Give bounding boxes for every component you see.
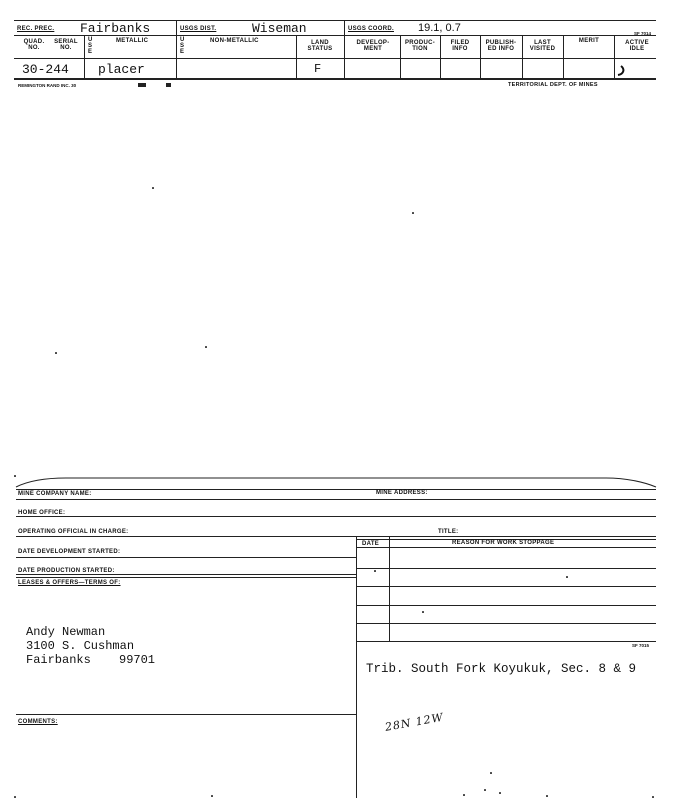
footer-mark-1 — [138, 83, 146, 87]
card-edge — [0, 476, 678, 490]
filed-info-header: FILED INFO — [450, 40, 470, 52]
merit-header: MERIT — [578, 38, 600, 44]
speck — [211, 795, 213, 797]
reason-col-label: REASON FOR WORK STOPPAGE — [452, 540, 555, 546]
home-office-label: HOME OFFICE: — [18, 510, 66, 516]
rec-prec-label: REC. PREC. — [17, 26, 55, 32]
usgs-dist-label: USGS DIST. — [180, 26, 217, 32]
speck — [14, 796, 16, 798]
top-form-number: SF 7014 — [634, 31, 652, 36]
mine-address-label: MINE ADDRESS: — [376, 490, 428, 496]
speck — [463, 794, 465, 796]
mine-company-label: MINE COMPANY NAME: — [18, 491, 92, 497]
speck — [55, 352, 57, 354]
comments-label: COMMENTS: — [18, 719, 58, 725]
speck — [566, 576, 568, 578]
footer-mark-2 — [166, 83, 171, 87]
top-footer-right: TERRITORIAL DEPT. OF MINES — [508, 82, 598, 88]
speck — [546, 795, 548, 797]
metallic-header: METALLIC — [116, 38, 149, 44]
published-info-header: PUBLISH- ED INFO — [485, 40, 517, 52]
active-mark-icon — [612, 64, 628, 78]
speck — [484, 789, 486, 791]
speck — [412, 212, 414, 214]
last-visited-header: LAST VISITED — [529, 40, 556, 52]
usgs-dist-value: Wiseman — [252, 21, 307, 36]
speck — [152, 187, 154, 189]
owner-name: Andy Newman — [26, 625, 106, 639]
usgs-coord-label: USGS COORD. — [348, 26, 394, 32]
bottom-form-number: SF 7015 — [632, 643, 650, 648]
speck — [205, 346, 207, 348]
non-metallic-header: NON-METALLIC — [210, 38, 259, 44]
date-col-label: DATE — [362, 541, 380, 547]
date-dev-started-label: DATE DEVELOPMENT STARTED: — [18, 549, 121, 555]
handwritten-note: 28N 12W — [384, 710, 445, 734]
speck — [422, 611, 424, 613]
use-header-metallic: U S E — [88, 37, 93, 55]
land-status-value: F — [314, 62, 322, 76]
rec-prec-value: Fairbanks — [80, 21, 151, 36]
production-header: PRODUC- TION — [404, 40, 436, 52]
leases-label: LEASES & OFFERS—TERMS OF: — [18, 580, 121, 586]
operating-official-label: OPERATING OFFICIAL IN CHARGE: — [18, 529, 129, 535]
quad-no-header: QUAD. NO. — [23, 39, 45, 51]
quad-serial-value: 30-244 — [22, 62, 69, 77]
speck — [499, 792, 501, 794]
speck — [374, 570, 376, 572]
location-note: Trib. South Fork Koyukuk, Sec. 8 & 9 — [366, 662, 637, 676]
top-footer-left: REMINGTON RAND INC. 30 — [18, 83, 77, 88]
owner-zip: 99701 — [119, 653, 156, 667]
use-header-nonmetallic: U S E — [180, 37, 185, 55]
land-status-header: LAND STATUS — [307, 40, 333, 52]
owner-city: Fairbanks — [26, 653, 91, 667]
speck — [490, 772, 492, 774]
speck — [652, 796, 654, 798]
title-label: TITLE: — [438, 529, 459, 535]
usgs-coord-value: 19.1, 0.7 — [418, 22, 461, 34]
serial-no-header: SERIAL NO. — [54, 39, 78, 51]
development-header: DEVELOP- MENT — [356, 40, 390, 52]
active-idle-header: ACTIVE IDLE — [625, 40, 649, 52]
metallic-value: placer — [98, 62, 145, 77]
owner-street: 3100 S. Cushman — [26, 639, 135, 653]
date-prod-started-label: DATE PRODUCTION STARTED: — [18, 568, 115, 574]
